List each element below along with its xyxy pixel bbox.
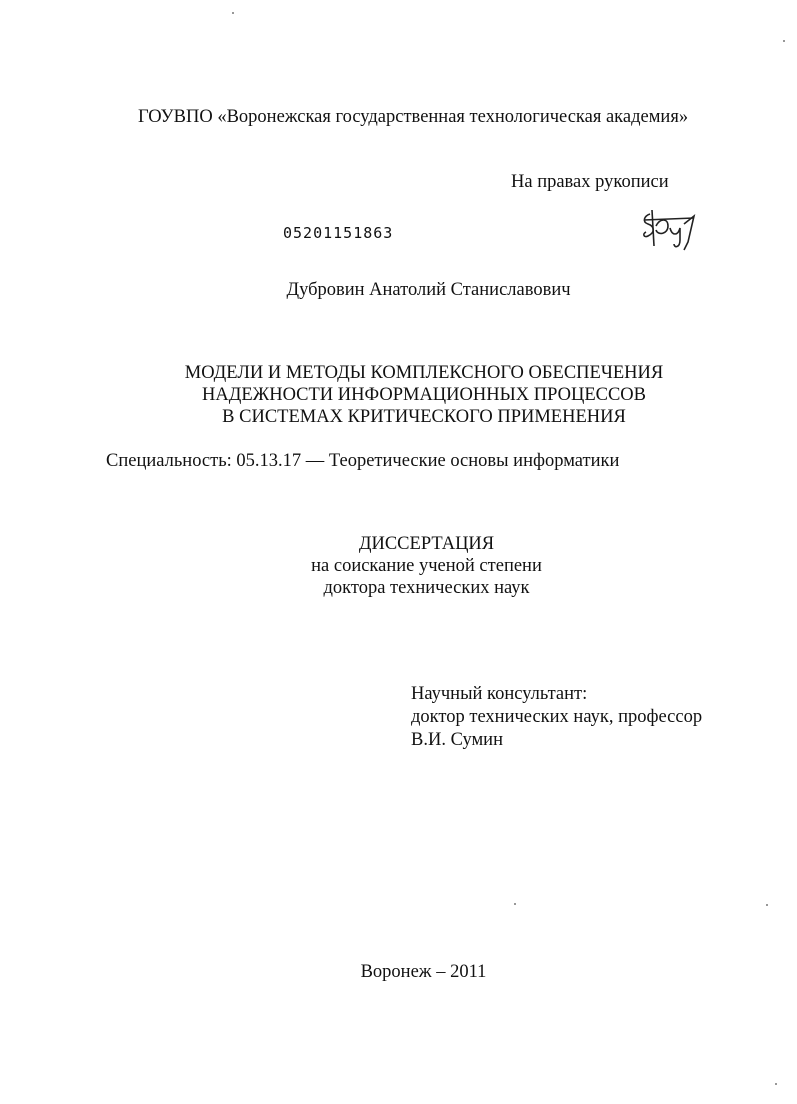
scan-speck	[766, 904, 768, 906]
manuscript-note: На правах рукописи	[511, 172, 669, 192]
specialty: Специальность: 05.13.17 — Теоретические основы информатики	[106, 451, 620, 471]
scan-speck	[775, 1083, 777, 1085]
scan-speck	[232, 12, 234, 14]
scan-speck	[783, 40, 785, 42]
title-line: МОДЕЛИ И МЕТОДЫ КОМПЛЕКСНОГО ОБЕСПЕЧЕНИЯ	[184, 363, 664, 383]
degree-line-1: на соискание ученой степени	[311, 556, 542, 576]
catalog-number: 05201151863	[283, 224, 394, 242]
thesis-type: ДИССЕРТАЦИЯ	[358, 534, 495, 554]
consultant-credentials: доктор технических наук, профессор	[411, 707, 703, 727]
city-year: Воронеж – 2011	[360, 962, 487, 982]
consultant-label: Научный консультант:	[411, 684, 588, 704]
consultant-block	[411, 683, 702, 752]
signature-icon	[638, 206, 700, 254]
consultant-name: В.И. Сумин	[411, 730, 503, 750]
title-line: В СИСТЕМАХ КРИТИЧЕСКОГО ПРИМЕНЕНИЯ	[222, 407, 626, 427]
author-name: Дубровин Анатолий Станиславович	[286, 280, 571, 300]
title-line: НАДЕЖНОСТИ ИНФОРМАЦИОННЫХ ПРОЦЕССОВ	[202, 385, 646, 405]
degree-line-2: доктора технических наук	[323, 578, 530, 598]
institution-name: ГОУВПО «Воронежская государственная технологическая академия»	[138, 107, 689, 127]
dissertation-title	[0, 362, 797, 428]
scan-speck	[514, 903, 516, 905]
